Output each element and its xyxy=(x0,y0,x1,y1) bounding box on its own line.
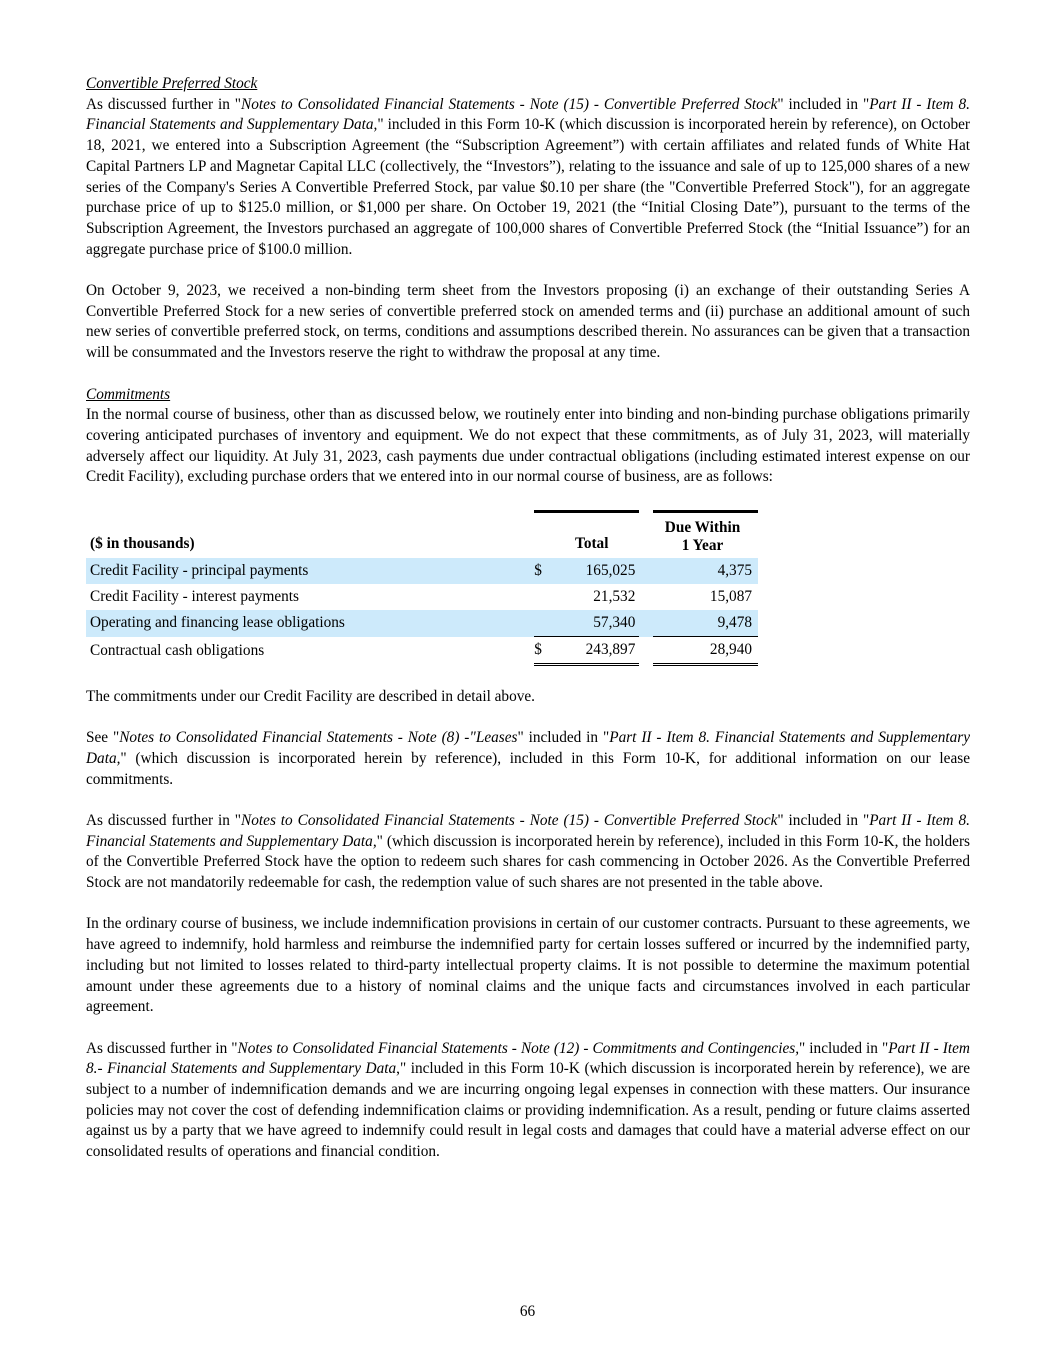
paragraph-contingencies: As discussed further in "Notes to Consolidated Financial Statements - Note (12) - Commitments and Contingencies," included in "Part II - Item 8.- Financial Statements and Supplementary Data," included in this Form 10-K (which discussion is incorporated herein by reference), we are subject to a number of indemnification demands and we are incurring ongoing legal expenses in connection with these matters. Our insurance policies may not cover the cost of defending indemnification claims or providing indemnification. As a result, pending or future claims asserted against us by a party that we have agreed to indemnify could result in legal costs and damages that could have a material adverse effect on our consolidated results of operations and financial condition. xyxy=(86,1039,970,1161)
page-number: 66 xyxy=(519,1303,536,1320)
table-row: Credit Facility - interest payments 21,532 15,087 xyxy=(90,587,752,605)
paragraph-term-sheet: On October 9, 2023, we received a non-binding term sheet from the Investors proposing (i) an exchange of their outstanding Series A Convertible Preferred Stock for a new series of convertible preferred stock on amended terms and (ii) purchase an additional amount of such new series of convertible preferred stock, on terms, conditions and assumptions described therein. No assurances can be given that a transaction will be consummated and the Investors reserve the right to withdraw the proposal at any time. xyxy=(86,282,970,362)
paragraph-indemnification: In the ordinary course of business, we include indemnification provisions in certain of our customer contracts. Pursuant to these agreements, we have agreed to indemnify, hold harmless and reimburse the indemnified party for certain losses suffered or incurred by the indemnified party, including but not limited to losses related to third-party intellectual property claims. It is not possible to determine the maximum potential amount under these agreements due to a history of nominal claims and the unique facts and circumstances involved in each particular agreement. xyxy=(86,915,970,1016)
section-heading-commitments: Commitments xyxy=(86,385,171,403)
table-row-total: Contractual cash obligations $ 243,897 28,940 xyxy=(86,637,758,666)
section-heading-convertible-preferred-stock: Convertible Preferred Stock xyxy=(86,75,258,92)
header-due-within: Due Within 1 Year xyxy=(653,510,758,558)
paragraph-leases: See "Notes to Consolidated Financial Statements - Note (8) -"Leases" included in "Part II - Item 8. Financial Statements and Supplementary Data," (which discussion is incorporated herein by reference), included in this Form 10-K, for additional information on our lease commitments. xyxy=(86,729,970,788)
header-total: Total xyxy=(548,510,639,558)
header-label: ($ in thousands) xyxy=(90,535,195,553)
table-row: Operating and financing lease obligations 57,340 9,478 xyxy=(86,610,758,637)
contractual-obligations-table xyxy=(86,510,758,666)
paragraph-subscription-agreement: As discussed further in "Notes to Consolidated Financial Statements - Note (15) - Convertible Preferred Stock" included in "Part II - Item 8. Financial Statements and Supplementary Data," included in this Form 10-K (which discussion is incorporated herein by reference), on October 18, 2021, we entered into a Subscription Agreement (the “Subscription Agreement”) with certain affiliates and related funds of White Hat Capital Partners LP and Magnetar Capital LLC (collectively, the “Investors”), relating to the issuance and sale of up to 125,000 shares of a new series of the Company's Series A Convertible Preferred Stock, par value $0.10 per share (the "Convertible Preferred Stock"), for an aggregate purchase price of up to $125.0 million, or $1,000 per share. On October 19, 2021 (the “Initial Closing Date”), pursuant to the terms of the Subscription Agreement, the Investors purchased an aggregate of 100,000 shares of Convertible Preferred Stock (the “Initial Issuance”) for an aggregate purchase price of $100.0 million. xyxy=(86,95,971,258)
paragraph-credit-facility: The commitments under our Credit Facility are described in detail above. xyxy=(86,687,535,705)
paragraph-redemption: As discussed further in "Notes to Consolidated Financial Statements - Note (15) - Convertible Preferred Stock" included in "Part II - Item 8. Financial Statements and Supplementary Data," (which discussion is incorporated herein by reference), included in this Form 10-K, the holders of the Convertible Preferred Stock have the option to redeem such shares for cash commencing in October 2026. As the Convertible Preferred Stock are not mandatorily redeemable for cash, the redemption value of such shares are not presented in the table above. xyxy=(86,811,971,892)
table-header-row xyxy=(86,510,758,558)
paragraph-commitments: In the normal course of business, other than as discussed below, we routinely enter into binding and non-binding purchase obligations primarily covering anticipated purchases of inventory and equipment. We do not expect that these commitments, as of July 31, 2023, will materially adversely affect our liquidity. At July 31, 2023, cash payments due under contractual obligations (including estimated interest expense on our Credit Facility), excluding purchase orders that we entered into in our normal course of business, are as follows: xyxy=(86,406,970,486)
table-row: Credit Facility - principal payments $ 165,025 4,375 xyxy=(86,558,758,584)
document-body xyxy=(86,74,970,1163)
